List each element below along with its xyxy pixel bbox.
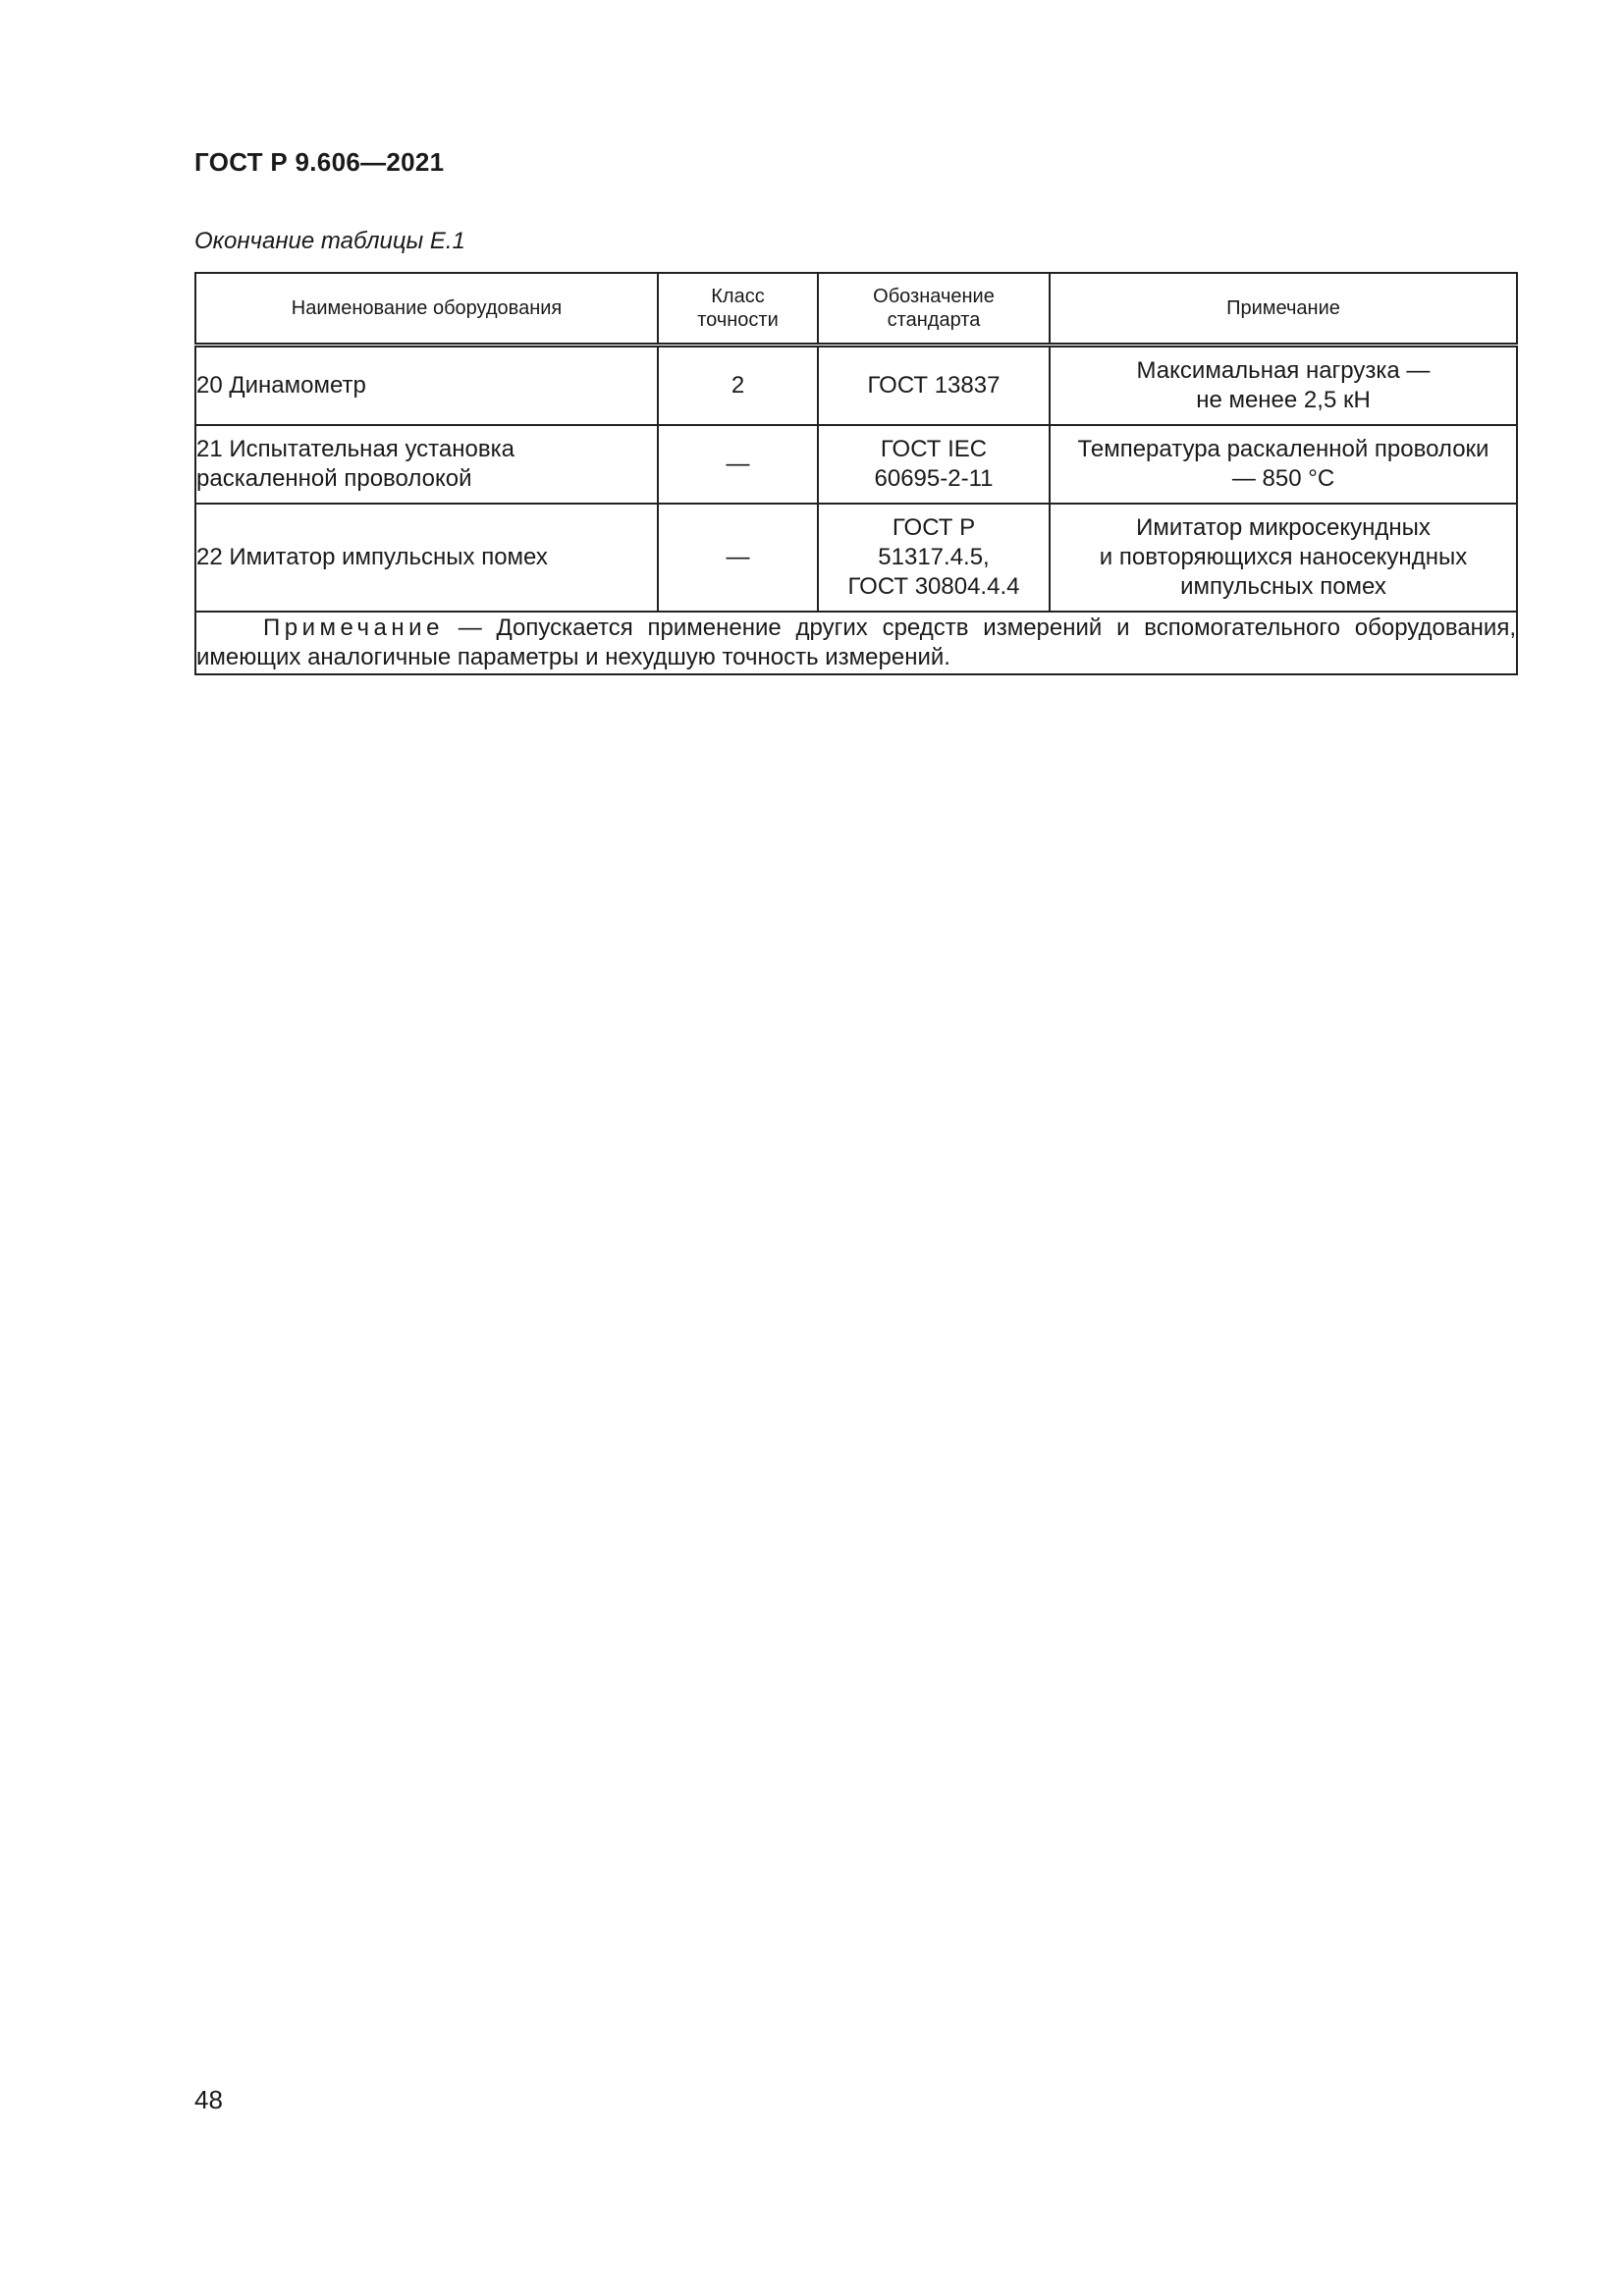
document-title: ГОСТ Р 9.606—2021 — [194, 147, 445, 177]
cell-note: Максимальная нагрузка — не менее 2,5 кН — [1050, 346, 1517, 426]
table-caption: Окончание таблицы Е.1 — [194, 228, 465, 254]
footnote-text: — Допускается применение других средств измерений и вспомогательного оборудования, имеющих аналогичные параметры и нехудшую точность измерений. — [196, 614, 1516, 670]
table-row — [195, 346, 1517, 426]
column-header-note: Примечание — [1050, 273, 1517, 346]
table-header-row — [195, 273, 1517, 346]
column-header-name: Наименование оборудования — [195, 273, 658, 346]
cell-note: Имитатор микросекундных и повторяющихся наносекундных импульсных помех — [1050, 504, 1517, 612]
cell-note: Температура раскаленной проволоки — 850 °С — [1050, 425, 1517, 504]
cell-equipment-name: 21 Испытательная установка раскаленной проволокой — [195, 425, 658, 504]
table-row — [195, 425, 1517, 504]
cell-equipment-name: 22 Имитатор импульсных помех — [195, 504, 658, 612]
cell-equipment-name: 20 Динамометр — [195, 346, 658, 426]
cell-standard: ГОСТ Р 51317.4.5, ГОСТ 30804.4.4 — [818, 504, 1050, 612]
column-header-standard: Обозначение стандарта — [818, 273, 1050, 346]
table-footnote-row — [195, 612, 1517, 674]
footnote-label: Примечание — [263, 614, 444, 641]
cell-accuracy-class: — — [658, 425, 818, 504]
cell-standard: ГОСТ IEC 60695-2-11 — [818, 425, 1050, 504]
cell-standard: ГОСТ 13837 — [818, 346, 1050, 426]
cell-accuracy-class: — — [658, 504, 818, 612]
cell-accuracy-class: 2 — [658, 346, 818, 426]
equipment-table — [194, 272, 1518, 675]
column-header-accuracy-class: Класс точности — [658, 273, 818, 346]
table-footnote — [195, 612, 1517, 674]
table-row — [195, 504, 1517, 612]
page-number: 48 — [194, 2085, 223, 2114]
